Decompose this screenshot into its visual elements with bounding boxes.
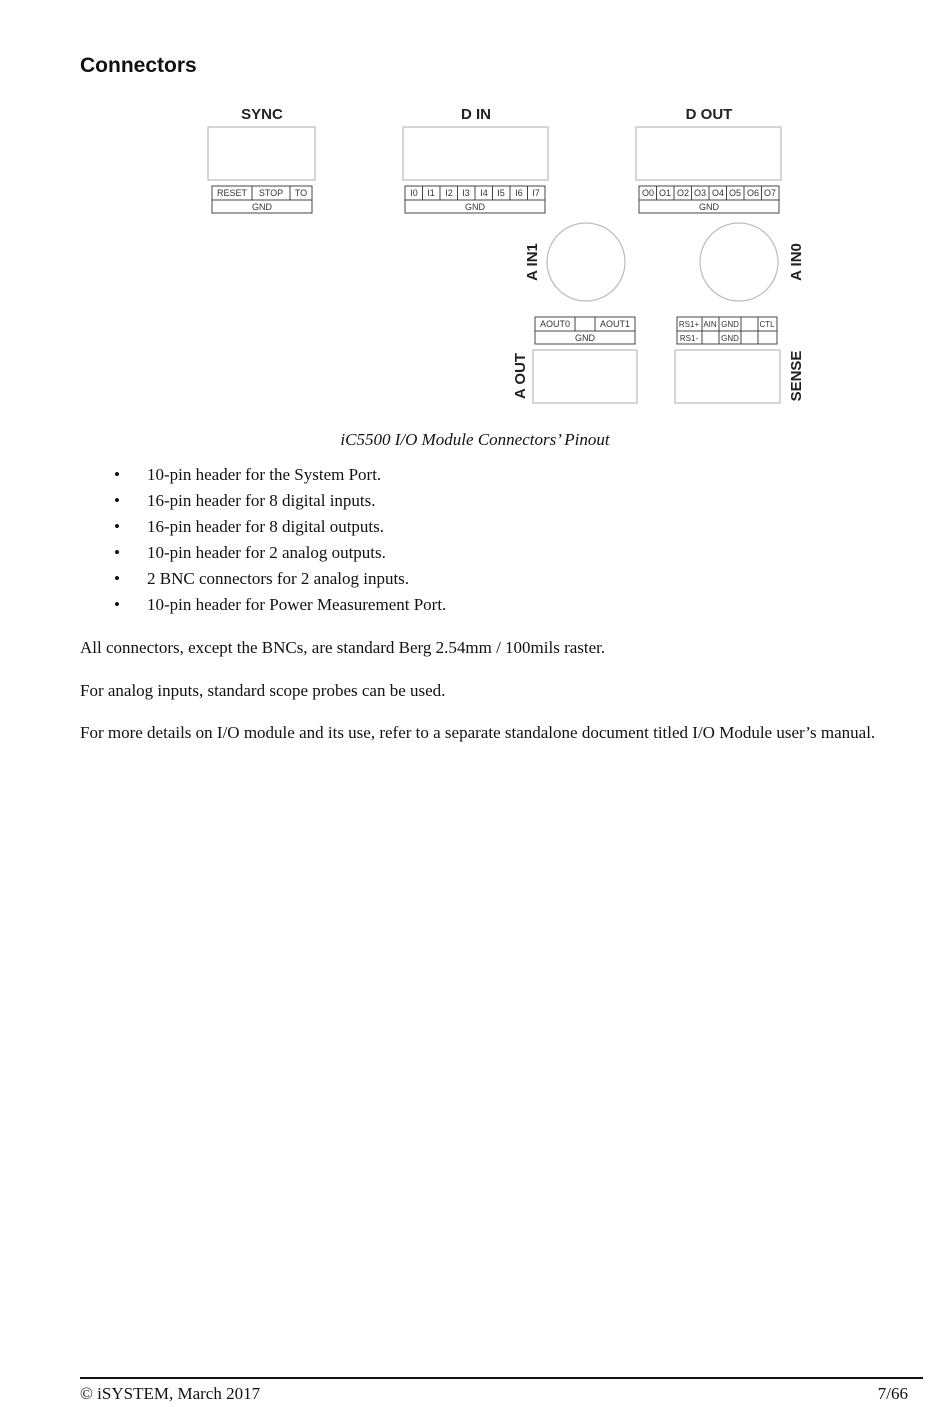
- aout-pin-aout0: AOUT0: [539, 319, 571, 329]
- paragraph-scope-probes: For analog inputs, standard scope probes can be used.: [80, 681, 446, 700]
- connector-list: [80, 464, 446, 620]
- sense-connector-body: [675, 350, 780, 403]
- ain0-bnc-connector: [700, 223, 778, 301]
- dout-pin-o7: O7: [763, 188, 777, 198]
- sync-connector-body: [208, 127, 315, 180]
- aout-pin-aout1: AOUT1: [599, 319, 631, 329]
- sense-pin-rs1-plus: RS1+: [678, 320, 700, 329]
- din-pin-gnd: GND: [465, 202, 485, 212]
- aout-title: A OUT: [512, 352, 529, 400]
- sense-pin-gnd-top: GND: [721, 320, 739, 329]
- list-item: • 10-pin header for Power Measurement Port.: [114, 595, 447, 614]
- list-item: • 10-pin header for the System Port.: [114, 465, 382, 484]
- aout-connector-body: [533, 350, 637, 403]
- sense-pin-gnd-bottom: GND: [721, 334, 739, 343]
- sense-pin-ctl: CTL: [759, 320, 775, 329]
- list-item: • 10-pin header for 2 analog outputs.: [114, 543, 386, 562]
- bullet-icon: •: [114, 595, 120, 614]
- sync-pin-reset: RESET: [216, 188, 248, 198]
- paragraph-more-details: For more details on I/O module and its use, refer to a separate standalone document titled I/O Module user’s manual.: [80, 723, 876, 742]
- din-pin-i4: I4: [480, 188, 488, 198]
- ain1-bnc-connector: [547, 223, 625, 301]
- din-pin-i3: I3: [462, 188, 470, 198]
- dout-pin-o1: O1: [658, 188, 672, 198]
- dout-pin-o5: O5: [728, 188, 742, 198]
- bullet-icon: •: [114, 491, 120, 510]
- dout-title: D OUT: [685, 106, 733, 123]
- bullet-icon: •: [114, 543, 120, 562]
- sense-title: SENSE: [788, 350, 805, 402]
- list-item: • 2 BNC connectors for 2 analog inputs.: [114, 569, 410, 588]
- footer-page-number: 7/66: [877, 1384, 908, 1403]
- dout-connector-body: [636, 127, 781, 180]
- ain0-title: A IN0: [788, 243, 805, 281]
- sense-pin-ain: AIN: [703, 320, 717, 329]
- din-pin-i2: I2: [445, 188, 453, 198]
- dout-pin-o2: O2: [676, 188, 690, 198]
- dout-pin-o6: O6: [746, 188, 760, 198]
- sync-pin-stop: STOP: [258, 188, 284, 198]
- bullet-icon: •: [114, 569, 120, 588]
- sync-pin-to: TO: [294, 188, 308, 198]
- list-item: • 16-pin header for 8 digital outputs.: [114, 517, 385, 536]
- bullet-icon: •: [114, 517, 120, 536]
- sense-pin-rs1-minus: RS1-: [679, 334, 699, 343]
- footer-copyright: © iSYSTEM, March 2017: [80, 1384, 261, 1403]
- din-pin-i1: I1: [427, 188, 435, 198]
- bullet-icon: •: [114, 465, 120, 484]
- din-pin-i5: I5: [497, 188, 505, 198]
- aout-pin-gnd: GND: [575, 333, 595, 343]
- section-heading: Connectors: [80, 54, 197, 77]
- ain1-title: A IN1: [524, 243, 541, 281]
- list-item: • 16-pin header for 8 digital inputs.: [114, 491, 376, 510]
- din-pin-i7: I7: [532, 188, 540, 198]
- din-pin-i6: I6: [515, 188, 523, 198]
- din-connector-body: [403, 127, 548, 180]
- footer-divider: [80, 1377, 923, 1379]
- figure-caption: iC5500 I/O Module Connectors’ Pinout: [340, 430, 610, 449]
- sync-title: SYNC: [241, 106, 283, 123]
- sync-pin-gnd: GND: [252, 202, 272, 212]
- dout-pin-gnd: GND: [699, 202, 719, 212]
- din-pin-i0: I0: [410, 188, 418, 198]
- dout-pin-o4: O4: [711, 188, 725, 198]
- dout-pin-o0: O0: [641, 188, 655, 198]
- dout-pin-o3: O3: [693, 188, 707, 198]
- connectors-pinout-diagram: [200, 98, 820, 413]
- din-title: D IN: [461, 106, 491, 123]
- paragraph-raster: All connectors, except the BNCs, are standard Berg 2.54mm / 100mils raster.: [80, 638, 606, 657]
